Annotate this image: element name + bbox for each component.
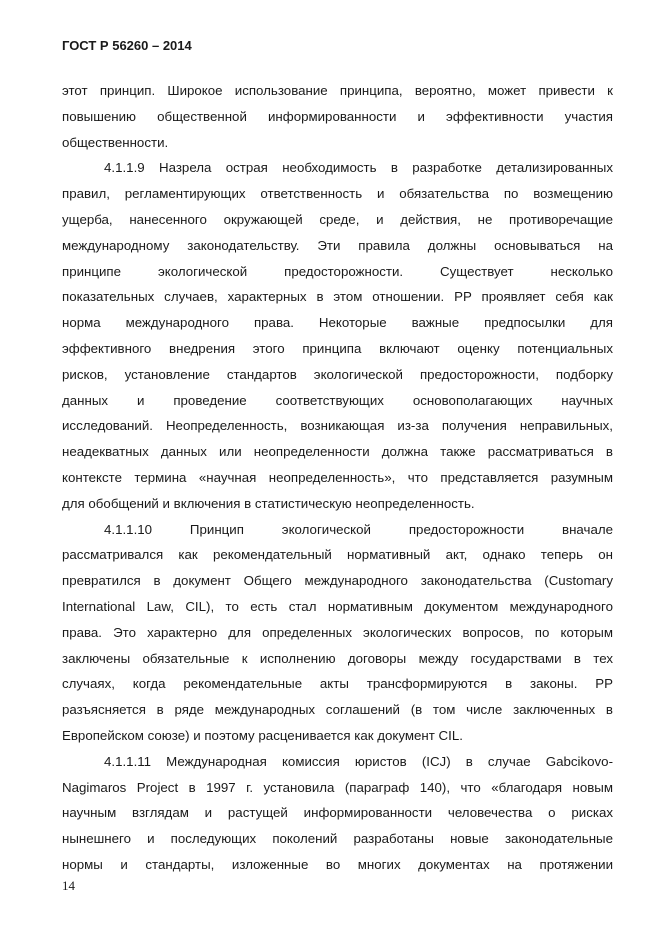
- text-line: исследований. Неопределенность, возникающая из-за получения неправильных,: [62, 418, 613, 434]
- document-body: [62, 78, 613, 878]
- text-line: нынешнего и последующих поколений разработаны новые законодательные: [62, 831, 613, 847]
- text-line: превратился в документ Общего международного законодательства (Customary: [62, 573, 613, 589]
- text-line: эффективного внедрения этого принципа включают оценку потенциальных: [62, 340, 613, 356]
- text-line: правил, регламентирующих ответственность и обязательства по возмещению: [62, 186, 613, 202]
- text-line: заключены обязательные к исполнению договоры между государствами в тех: [62, 650, 613, 666]
- text-line: Nagimaros Project в 1997 г. установила (параграф 140), что «благодаря новым: [62, 779, 613, 795]
- paragraph-4-1-1-9: [62, 155, 613, 516]
- paragraph-4-1-1-11: [62, 749, 613, 878]
- text-line: этот принцип. Широкое использование принципа, вероятно, может привести к: [62, 83, 613, 98]
- document-header: ГОСТ Р 56260 – 2014: [62, 38, 192, 53]
- text-line: права. Это характерно для определенных экологических вопросов, по которым: [62, 624, 613, 640]
- text-line: принципе экологической предосторожности. Существует несколько: [62, 263, 613, 279]
- text-line: ущерба, нанесенного окружающей среде, и действия, не противоречащие: [62, 211, 613, 227]
- page-number: 14: [62, 878, 75, 893]
- text-line: 4.1.1.10 Принцип экологической предосторожности вначале: [104, 521, 613, 537]
- text-line: рассматривался как рекомендательный нормативный акт, однако теперь он: [62, 547, 613, 563]
- text-line: неадекватных данных или неопределенности должна также рассматриваться в: [62, 444, 613, 460]
- paragraph-continuation: [62, 78, 613, 155]
- text-line: 4.1.1.9 Назрела острая необходимость в разработке детализированных: [104, 160, 613, 176]
- text-line: International Law, CIL), то есть стал нормативным документом международного: [62, 598, 613, 614]
- text-line: контексте термина «научная неопределенность», что представляется разумным: [62, 469, 613, 485]
- text-line: нормы и стандарты, изложенные во многих документах на протяжении: [62, 856, 613, 872]
- text-line: для обобщений и включения в статистическую неопределенность.: [62, 495, 475, 511]
- paragraph-4-1-1-10: [62, 517, 613, 749]
- text-line: повышению общественной информированности и эффективности участия: [62, 108, 613, 124]
- text-line: 4.1.1.11 Международная комиссия юристов (ICJ) в случае Gabcikovo-: [104, 753, 613, 769]
- text-line: показательных случаев, характерных в этом отношении. PP проявляет себя как: [62, 289, 613, 305]
- text-line: общественности.: [62, 134, 169, 150]
- text-line: данных и проведение соответствующих основополагающих научных: [62, 392, 613, 408]
- text-line: рисков, установление стандартов экологической предосторожности, подборку: [62, 366, 613, 382]
- text-line: разъясняется в ряде международных соглашений (в том числе заключенных в: [62, 702, 613, 718]
- text-line: норма международного права. Некоторые важные предпосылки для: [62, 315, 613, 331]
- text-line: Европейском союзе) и поэтому расценивается как документ CIL.: [62, 727, 463, 743]
- text-line: научным взглядам и растущей информированности человечества о рисках: [62, 805, 613, 821]
- text-line: международному законодательству. Эти правила должны основываться на: [62, 237, 613, 253]
- text-line: случаях, когда рекомендательные акты трансформируются в законы. PP: [62, 676, 613, 692]
